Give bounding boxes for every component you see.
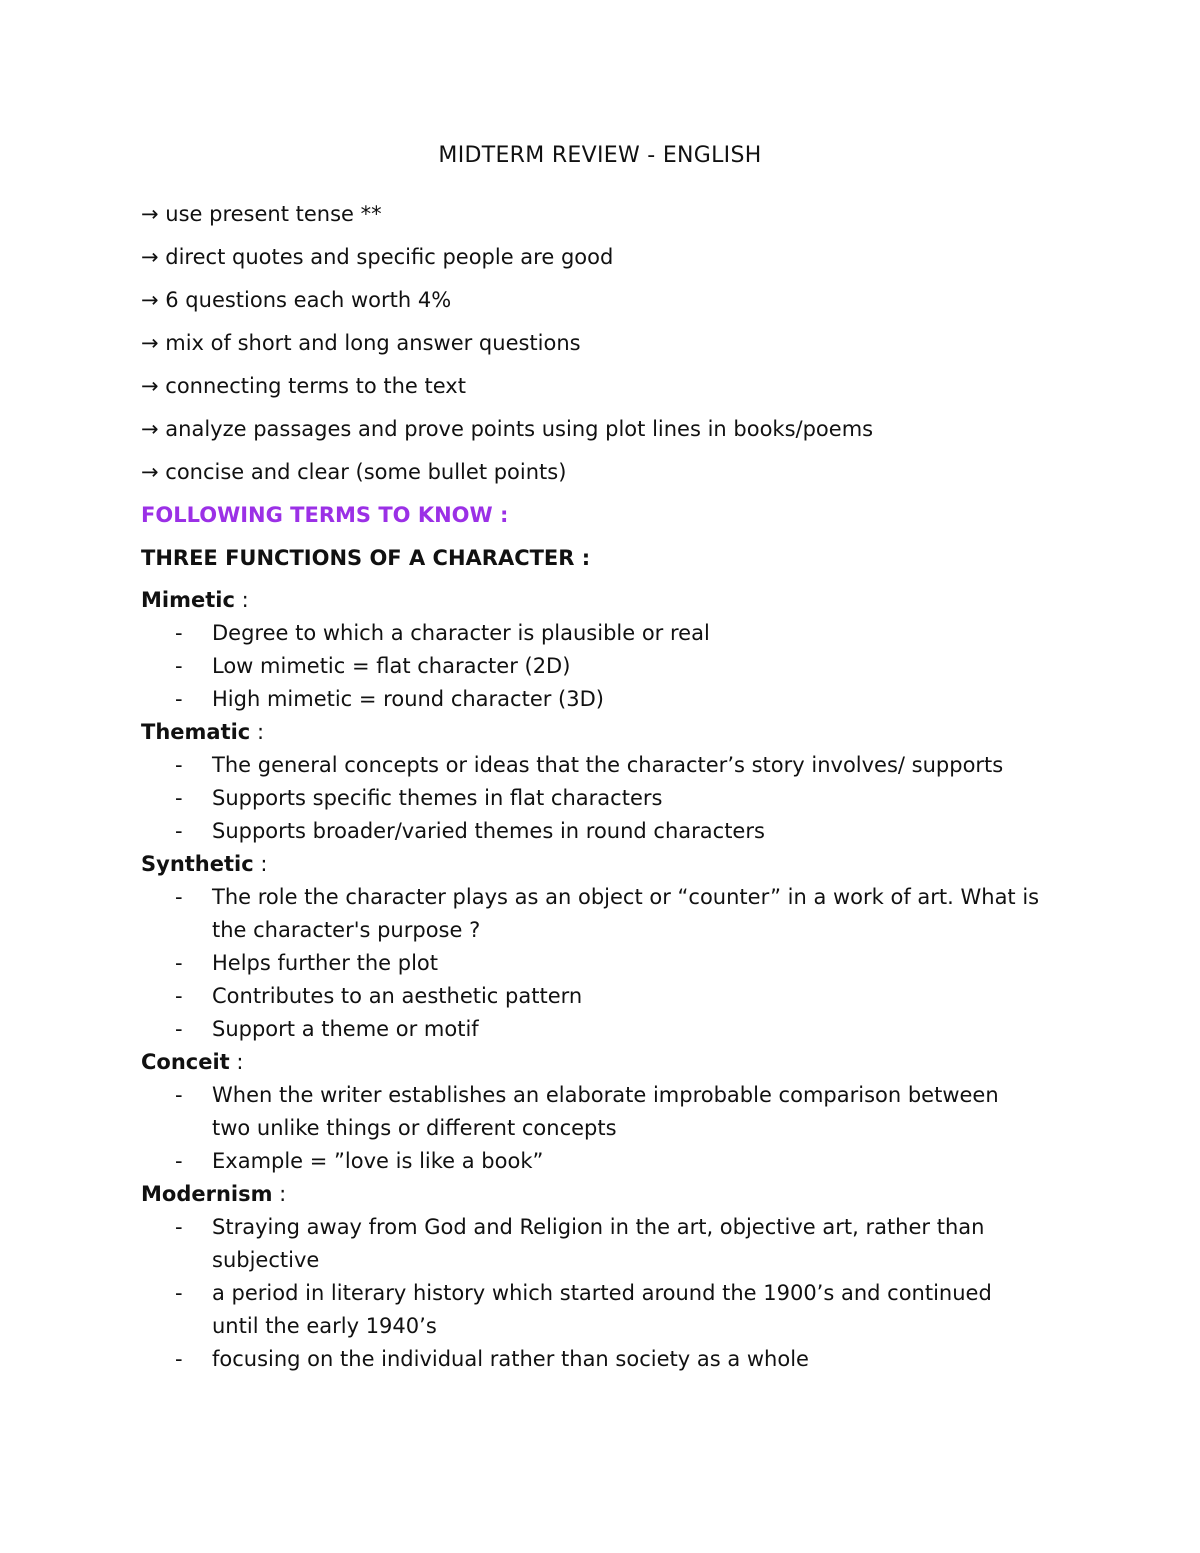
term-point-text: a period in literary history which started around the 1900’s and continued until the early 1940’s: [212, 1281, 992, 1338]
sub-heading: THREE FUNCTIONS OF A CHARACTER :: [141, 546, 591, 570]
term-point: [141, 947, 1042, 980]
term-name: Modernism: [141, 1182, 273, 1206]
term-point-text: The role the character plays as an object or “counter” in a work of art. What is the character's purpose ?: [212, 885, 1040, 942]
review-note: → analyze passages and prove points using plot lines in books/poems: [141, 417, 874, 441]
term-point-text: When the writer establishes an elaborate improbable comparison between two unlike things or different concepts: [212, 1083, 999, 1140]
term-point-text: Example = ”love is like a book”: [212, 1149, 544, 1173]
term-points-list: [141, 881, 1081, 1046]
page-title: MIDTERM REVIEW - ENGLISH: [438, 143, 762, 168]
review-note: → mix of short and long answer questions: [141, 331, 581, 355]
term-point: [141, 1145, 1042, 1178]
review-note: → concise and clear (some bullet points): [141, 460, 567, 484]
dash-bullet: -: [175, 687, 183, 711]
dash-bullet: -: [175, 819, 183, 843]
term-heading: [141, 584, 1081, 617]
review-note: → 6 questions each worth 4%: [141, 288, 452, 312]
term-point: [141, 980, 1042, 1013]
term-point-text: focusing on the individual rather than society as a whole: [212, 1347, 809, 1371]
term-name: Thematic: [141, 720, 251, 744]
dash-bullet: -: [175, 786, 183, 810]
section-heading: FOLLOWING TERMS TO KNOW :: [141, 503, 509, 527]
term-points-list: [141, 617, 1081, 716]
terms-area: [141, 541, 1081, 1376]
term-point: [141, 749, 1042, 782]
term-point: [141, 617, 1042, 650]
dash-bullet: -: [175, 621, 183, 645]
review-note: → direct quotes and specific people are good: [141, 245, 614, 269]
term-point-text: Contributes to an aesthetic pattern: [212, 984, 583, 1008]
dash-bullet: -: [175, 984, 183, 1008]
term-name: Mimetic: [141, 588, 235, 612]
dash-bullet: -: [175, 1083, 183, 1107]
review-note: → use present tense **: [141, 202, 382, 226]
term-point-text: Straying away from God and Religion in the art, objective art, rather than subjective: [212, 1215, 985, 1272]
term-colon: :: [234, 588, 249, 612]
term-name: Conceit: [141, 1050, 230, 1074]
dash-bullet: -: [175, 1215, 183, 1239]
term-point-text: The general concepts or ideas that the character’s story involves/ supports: [212, 753, 1004, 777]
term-points-list: [141, 1211, 1081, 1376]
term-heading: [141, 1046, 1081, 1079]
dash-bullet: -: [175, 654, 183, 678]
term-point: [141, 1343, 1042, 1376]
term-point: [141, 782, 1042, 815]
dash-bullet: -: [175, 1149, 183, 1173]
term-colon: :: [272, 1182, 287, 1206]
term-point: [141, 815, 1042, 848]
term-point: [141, 1277, 1042, 1343]
review-notes-list: [141, 196, 1061, 497]
term-heading: [141, 716, 1081, 749]
term-heading: [141, 848, 1081, 881]
term-point-text: High mimetic = round character (3D): [212, 687, 604, 711]
dash-bullet: -: [175, 951, 183, 975]
term-point: [141, 881, 1042, 947]
dash-bullet: -: [175, 1017, 183, 1041]
dash-bullet: -: [175, 753, 183, 777]
term-point-text: Supports specific themes in flat characters: [212, 786, 663, 810]
term-point: [141, 1013, 1042, 1046]
term-heading: [141, 1178, 1081, 1211]
term-point: [141, 650, 1042, 683]
term-colon: :: [250, 720, 265, 744]
term-points-list: [141, 1079, 1081, 1178]
term-point-text: Degree to which a character is plausible or real: [212, 621, 710, 645]
term-colon: :: [229, 1050, 244, 1074]
term-point: [141, 1079, 1042, 1145]
term-point: [141, 1211, 1042, 1277]
term-point-text: Helps further the plot: [212, 951, 438, 975]
dash-bullet: -: [175, 885, 183, 909]
term-point: [141, 683, 1042, 716]
dash-bullet: -: [175, 1281, 183, 1305]
review-note: → connecting terms to the text: [141, 374, 466, 398]
term-point-text: Support a theme or motif: [212, 1017, 479, 1041]
term-name: Synthetic: [141, 852, 254, 876]
term-point-text: Low mimetic = flat character (2D): [212, 654, 571, 678]
term-points-list: [141, 749, 1081, 848]
term-point-text: Supports broader/varied themes in round characters: [212, 819, 765, 843]
term-colon: :: [253, 852, 268, 876]
dash-bullet: -: [175, 1347, 183, 1371]
